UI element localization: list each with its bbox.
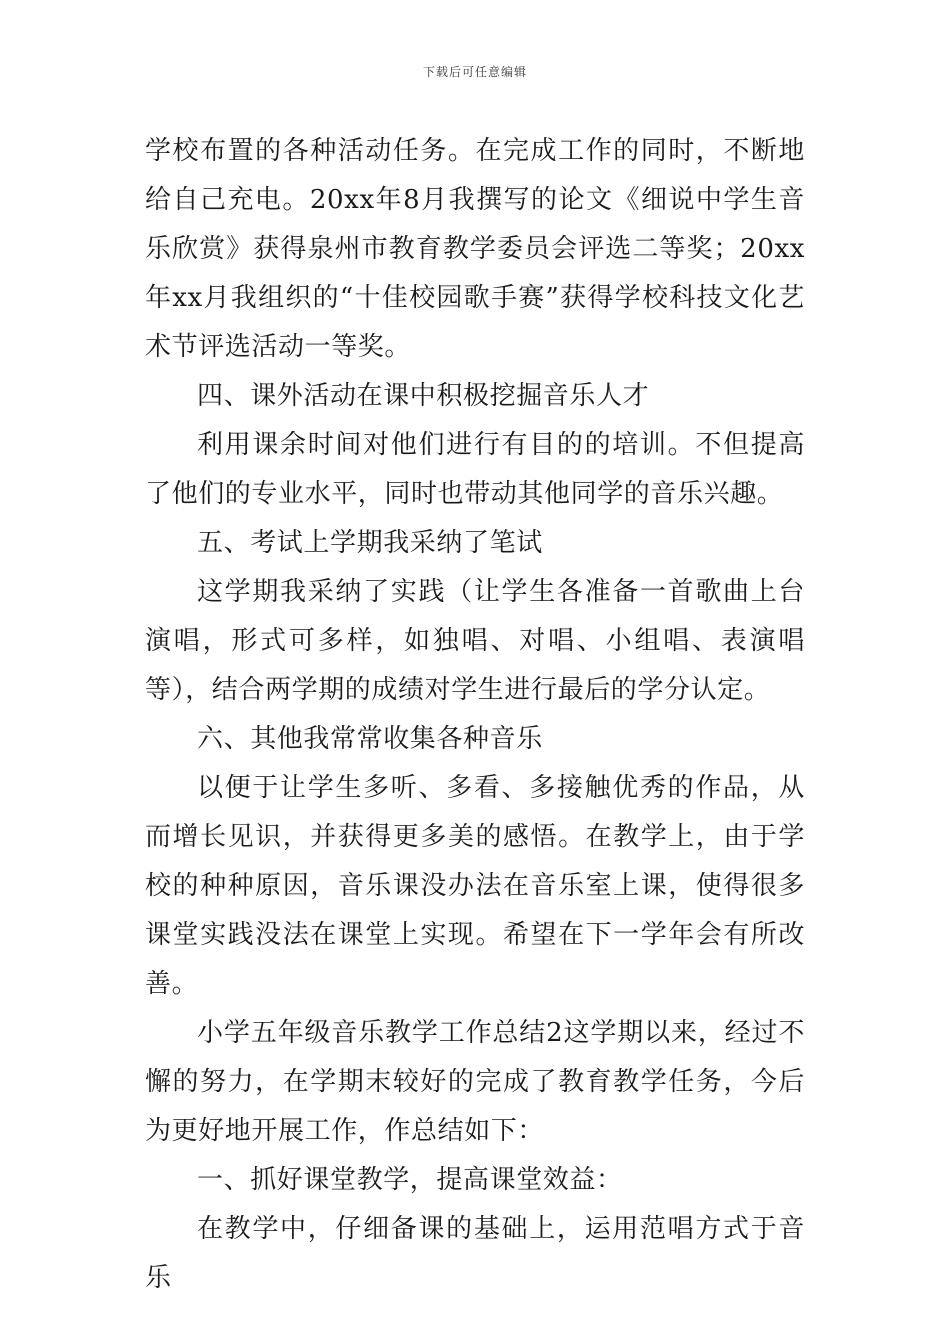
paragraph-2: 利用课余时间对他们进行有目的的培训。不但提高了他们的专业水平，同时也带动其他同学的音乐兴趣。 bbox=[145, 430, 805, 509]
paragraph-4: 以便于让学生多听、多看、多接触优秀的作品，从而增长见识，并获得更多美的感悟。在教学上，由于学校的种种原因，音乐课没办法在音乐室上课，使得很多课堂实践没法在课堂上实现。希望在下一学年会有所改善。 bbox=[145, 773, 805, 999]
document-body bbox=[145, 127, 805, 1303]
paragraph-6: 在教学中，仔细备课的基础上，运用范唱方式于音乐 bbox=[145, 1214, 805, 1293]
section-heading-1: 一、抓好课堂教学，提高课堂效益： bbox=[197, 1165, 623, 1195]
paragraph-1: 学校布置的各种活动任务。在完成工作的同时，不断地给自己充电。20xx年8月我撰写的论文《细说中学生音乐欣赏》获得泉州市教育教学委员会评选二等奖；20xx年xx月我组织的“十佳校园歌手赛”获得学校科技文化艺术节评选活动一等奖。 bbox=[145, 136, 805, 362]
section-heading-5: 五、考试上学期我采纳了笔试 bbox=[197, 528, 543, 558]
section-heading-6: 六、其他我常常收集各种音乐 bbox=[197, 724, 543, 754]
paragraph-5: 小学五年级音乐教学工作总结2这学期以来，经过不懈的努力，在学期末较好的完成了教育教学任务，今后为更好地开展工作，作总结如下： bbox=[145, 1018, 805, 1146]
paragraph-3: 这学期我采纳了实践（让学生各准备一首歌曲上台演唱，形式可多样，如独唱、对唱、小组唱、表演唱等），结合两学期的成绩对学生进行最后的学分认定。 bbox=[145, 577, 805, 705]
page-header: 下载后可任意编辑 bbox=[422, 65, 527, 79]
section-heading-4: 四、课外活动在课中积极挖掘音乐人才 bbox=[197, 381, 650, 411]
